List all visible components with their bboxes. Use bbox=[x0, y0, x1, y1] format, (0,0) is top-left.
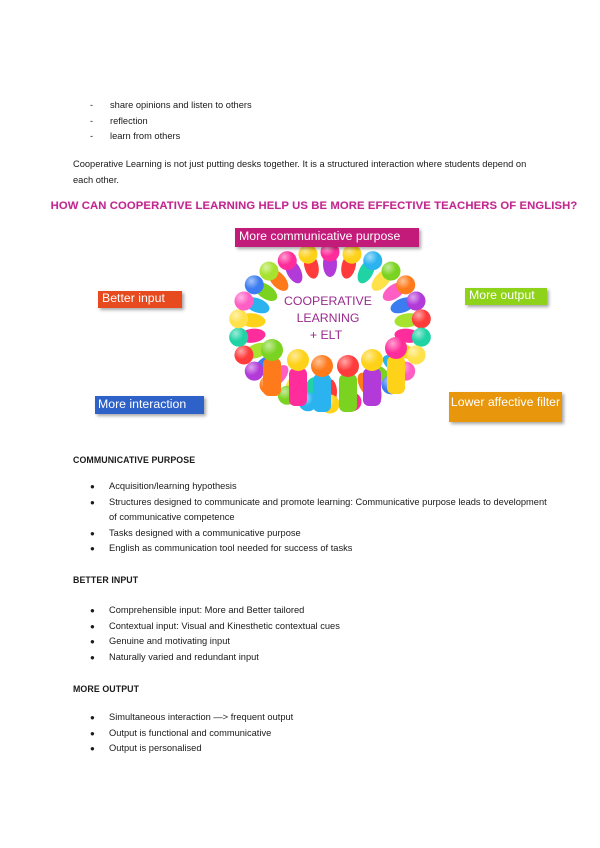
list-item: ● Output is functional and communicative bbox=[90, 727, 272, 738]
figure-head-highlight bbox=[298, 245, 317, 264]
list-item: - share opinions and listen to others bbox=[90, 100, 252, 110]
section-heading-communicative-purpose: COMMUNICATIVE PURPOSE bbox=[73, 455, 196, 465]
list-item-text: Tasks designed with a communicative purpose bbox=[109, 527, 301, 538]
list-item: ● Naturally varied and redundant input bbox=[90, 651, 259, 662]
center-text-line1: COOPERATIVE bbox=[284, 294, 372, 308]
more-output-box: More output bbox=[465, 288, 547, 305]
figure-body bbox=[313, 374, 331, 412]
list-item-text: Output is functional and communicative bbox=[109, 727, 272, 738]
figure-head-highlight bbox=[385, 337, 407, 359]
list-item-text: English as communication tool needed for success of tasks bbox=[109, 543, 353, 553]
figure-head-highlight bbox=[229, 328, 248, 347]
center-text-line2: LEARNING bbox=[296, 311, 360, 325]
list-item-text: Simultaneous interaction —> frequent output bbox=[109, 712, 294, 722]
list-item: ● Acquisition/learning hypothesis bbox=[90, 481, 237, 491]
better-input-list bbox=[90, 603, 549, 665]
list-item-text: Genuine and motivating input bbox=[109, 636, 230, 646]
list-item-text: reflection bbox=[110, 115, 148, 126]
list-item-text: learn from others bbox=[110, 131, 181, 141]
figure-body bbox=[289, 368, 307, 406]
figure-head-highlight bbox=[337, 355, 359, 377]
center-text-line3: + ELT bbox=[309, 328, 343, 342]
section-heading-better-input: BETTER INPUT bbox=[73, 575, 139, 585]
figure-head-highlight bbox=[412, 309, 431, 328]
communicative-purpose-list bbox=[90, 479, 549, 557]
figure-head-highlight bbox=[363, 251, 382, 270]
figure-head-highlight bbox=[261, 339, 283, 361]
intro-paragraph: Cooperative Learning is not just putting desks together. It is a structured interaction where students depend on each other. bbox=[73, 159, 527, 185]
figure-head-highlight bbox=[245, 275, 264, 294]
more-output-list bbox=[90, 710, 549, 757]
figure-head-highlight bbox=[382, 262, 401, 281]
figure-head-highlight bbox=[245, 362, 264, 381]
more-communicative-purpose-box: More communicative purpose bbox=[235, 228, 419, 247]
better-input-box: Better input bbox=[98, 291, 182, 308]
list-item: ● Simultaneous interaction —> frequent output bbox=[90, 712, 294, 722]
list-item: - learn from others bbox=[90, 131, 181, 141]
figure-head-highlight bbox=[407, 345, 426, 364]
figure-head-highlight bbox=[234, 292, 253, 311]
figure-head-highlight bbox=[412, 328, 431, 347]
list-item-text: Comprehensible input: More and Better tailored bbox=[109, 605, 305, 615]
list-item: ● Structures designed to communicate and promote learning: Communicative purpose leads to development of communicative competence bbox=[90, 496, 547, 522]
list-item: - reflection bbox=[90, 115, 148, 126]
list-item: ● Tasks designed with a communicative purpose bbox=[90, 527, 301, 538]
list-item: ● Output is personalised bbox=[90, 743, 202, 753]
lower-affective-filter-box: Lower affective filter bbox=[449, 392, 562, 422]
list-item: ● English as communication tool needed for success of tasks bbox=[90, 543, 353, 553]
figure-head-highlight bbox=[287, 349, 309, 371]
figure-head-highlight bbox=[259, 262, 278, 281]
figure-head-highlight bbox=[229, 309, 248, 328]
diagram-title: HOW CAN COOPERATIVE LEARNING HELP US BE MORE EFFECTIVE TEACHERS OF ENGLISH? bbox=[50, 200, 578, 212]
figure-head-highlight bbox=[234, 345, 253, 364]
figure-head-highlight bbox=[407, 292, 426, 311]
figure-body bbox=[339, 374, 357, 412]
list-item-text: Acquisition/learning hypothesis bbox=[109, 481, 237, 491]
figure-head-highlight bbox=[396, 275, 415, 294]
figure-head-highlight bbox=[343, 245, 362, 264]
figure-head-highlight bbox=[311, 355, 333, 377]
list-item-text: Contextual input: Visual and Kinesthetic contextual cues bbox=[109, 620, 340, 631]
list-item-text: Naturally varied and redundant input bbox=[109, 651, 259, 662]
figure-head-highlight bbox=[278, 251, 297, 270]
intro-list bbox=[90, 98, 252, 145]
cooperative-learning-diagram bbox=[0, 220, 600, 430]
list-item: ● Contextual input: Visual and Kinesthetic contextual cues bbox=[90, 620, 340, 631]
list-item-text: Structures designed to communicate and promote learning: Communicative purpose leads to development of communicative competence bbox=[109, 496, 547, 522]
list-item: ● Comprehensible input: More and Better tailored bbox=[90, 605, 305, 615]
more-interaction-box: More interaction bbox=[95, 396, 204, 414]
list-item-text: Output is personalised bbox=[109, 743, 202, 753]
figure-body bbox=[387, 356, 405, 394]
list-item: ● Genuine and motivating input bbox=[90, 636, 230, 646]
figure-body bbox=[263, 358, 281, 396]
figure-head-highlight bbox=[361, 349, 383, 371]
list-item-text: share opinions and listen to others bbox=[110, 100, 252, 110]
figure-body bbox=[363, 368, 381, 406]
section-heading-more-output: MORE OUTPUT bbox=[73, 684, 140, 694]
